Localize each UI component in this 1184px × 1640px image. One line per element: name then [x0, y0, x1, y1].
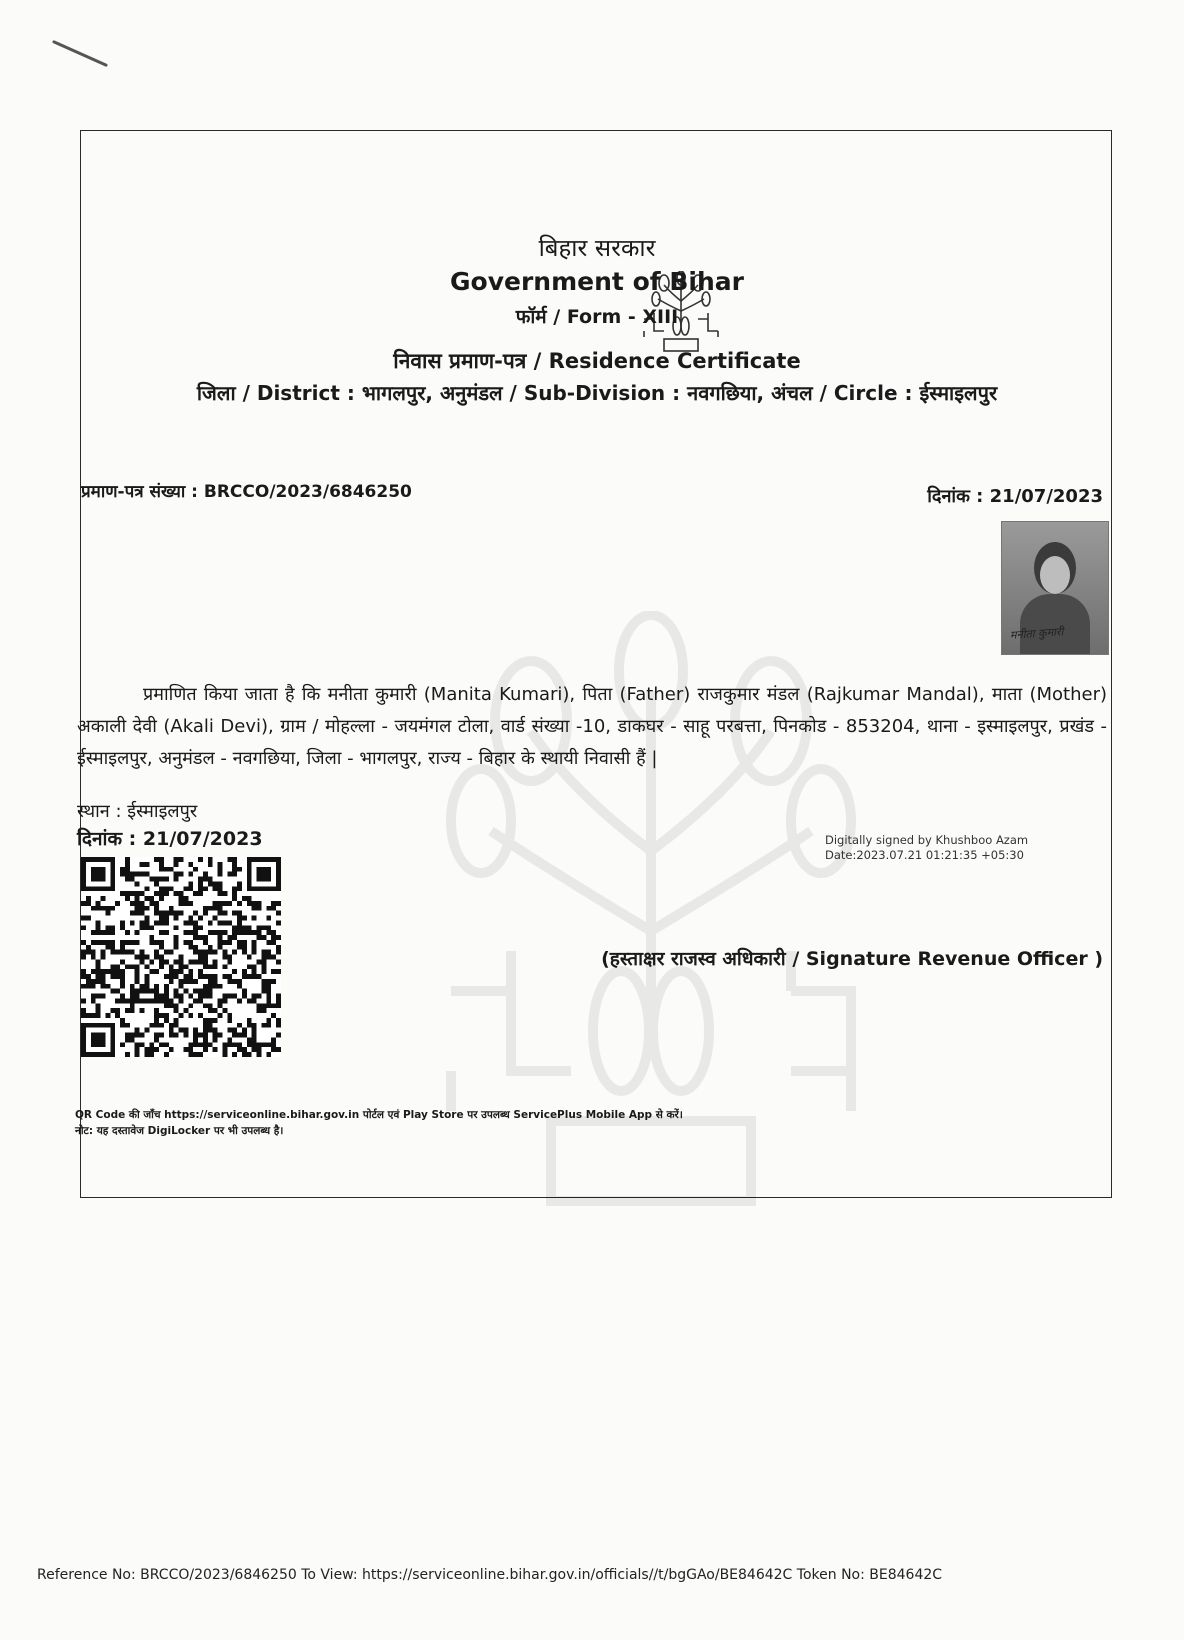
staple-mark	[52, 40, 108, 67]
signature-revenue-officer: (हस्ताक्षर राजस्व अधिकारी / Signature Revenue Officer )	[601, 948, 1103, 970]
certificate-body: प्रमाणित किया जाता है कि मनीता कुमारी (Manita Kumari), पिता (Father) राजकुमार मंडल (Rajkumar Mandal), माता (Mother) अकाली देवी (Akali Devi), ग्राम / मोहल्ला - जयमंगल टोला, वार्ड संख्या -10, डाकघर - साहू परबत्ता, पिनकोड - 853204, थाना - इस्माइलपुर, प्रखंड - ईस्माइलपुर, अनुमंडल - नवगछिया, जिला - भागलपुर, राज्य - बिहार के स्थायी निवासी हैं |	[77, 684, 1107, 769]
photo-signature: मनीता कुमारी	[1009, 625, 1064, 642]
certificate-frame	[75, 130, 1112, 1198]
certificate-title: निवास प्रमाण-पत्र / Residence Certificate	[393, 349, 801, 373]
form-number: फॉर्म / Form - XIII	[515, 306, 679, 328]
district-line: जिला / District : भागलपुर, अनुमंडल / Sub-Division : नवगछिया, अंचल / Circle : ईस्माइलपुर	[196, 381, 998, 405]
applicant-photo	[1001, 521, 1109, 655]
qr-code[interactable]	[81, 857, 281, 1057]
issue-date-bottom: दिनांक : 21/07/2023	[77, 828, 263, 850]
reference-line: Reference No: BRCCO/2023/6846250 To View: https://serviceonline.bihar.gov.in/officials//t/bgGAo/BE84642C Token No: BE84642C	[37, 1567, 943, 1583]
digital-signature-signer: Digitally signed by Khushboo Azam	[825, 833, 1029, 847]
header-english-title: Government of Bihar	[450, 267, 744, 296]
certificate-number: प्रमाण-पत्र संख्या : BRCCO/2023/6846250	[81, 482, 412, 502]
digital-signature-date: Date:2023.07.21 01:21:35 +05:30	[825, 848, 1024, 862]
header-hindi-title: बिहार सरकार	[538, 234, 656, 262]
digilocker-note: नोट: यह दस्तावेज DigiLocker पर भी उपलब्ध है।	[75, 1125, 284, 1137]
issue-date-top: दिनांक : 21/07/2023	[927, 486, 1103, 507]
qr-verification-note: QR Code की जाँच https://serviceonline.bihar.gov.in पोर्टल एवं Play Store पर उपलब्ध ServicePlus Mobile App से करें।	[75, 1109, 683, 1121]
place: स्थान : ईस्माइलपुर	[77, 801, 198, 822]
digital-signature	[825, 833, 1028, 863]
footer-notes	[75, 1107, 683, 1139]
